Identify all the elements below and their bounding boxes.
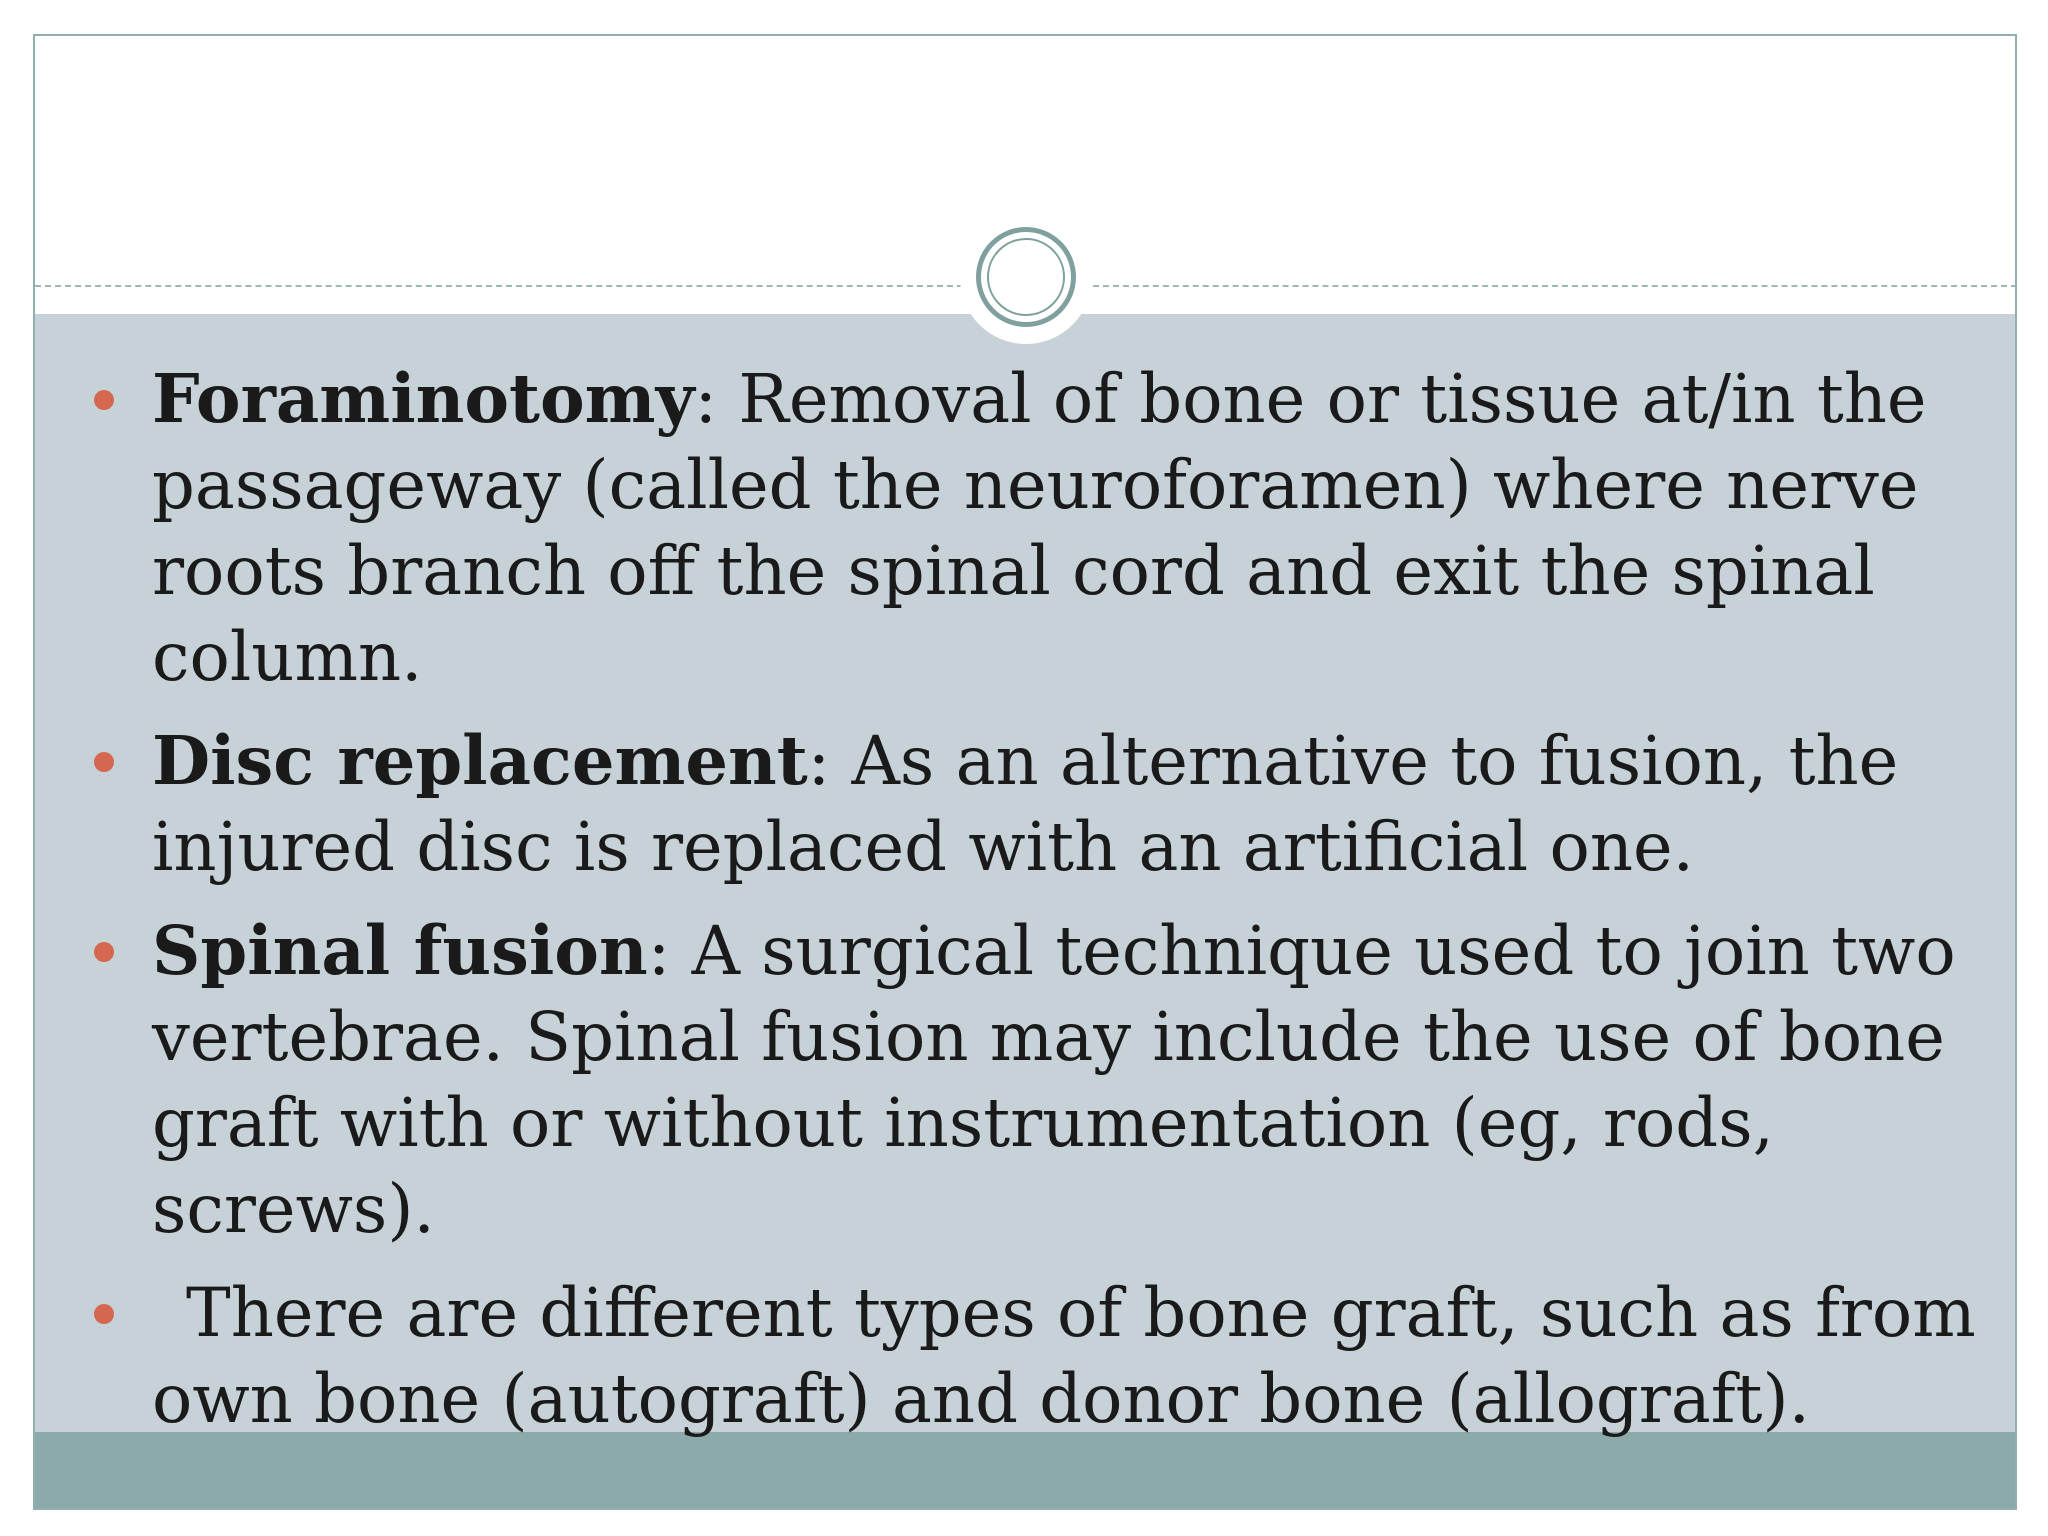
bullet-text: : Removal of bone or tissue at/in the passageway (called the neuroforamen) where nerve roots branch off the spinal cord and exit the spinal column. (152, 360, 1927, 696)
bullet-item-disc-replacement (35, 718, 2017, 890)
bullet-text: : As an alternative to fusion, the injured disc is replaced with an artificial one. (152, 722, 1899, 886)
divider-ring-inner (987, 238, 1065, 316)
bullet-text: There are different types of bone graft, such as from own bone (autograft) and donor bone (allograft). (152, 1274, 1976, 1438)
bullet-text: : A surgical technique used to join two vertebrae. Spinal fusion may include the use of bone graft with or without instrumentation (eg, rods, screws). (152, 912, 1956, 1248)
bullet-term: Foraminotomy (152, 359, 695, 438)
bullet-item-spinal-fusion (35, 908, 2017, 1252)
bullet-term: Disc replacement (152, 721, 808, 800)
header-divider-left (35, 285, 963, 287)
bullet-item-foraminotomy (35, 356, 2017, 700)
bullet-dot-icon (94, 390, 114, 410)
slide-frame (33, 34, 2017, 1510)
bullet-item-bone-graft-types (35, 1270, 2017, 1442)
divider-ring-icon (976, 227, 1076, 327)
header-divider-right (1093, 285, 2017, 287)
bullet-dot-icon (94, 942, 114, 962)
bullet-list (35, 356, 2017, 1460)
bullet-dot-icon (94, 752, 114, 772)
bullet-term: Spinal fusion (152, 911, 648, 990)
bullet-dot-icon (94, 1304, 114, 1324)
